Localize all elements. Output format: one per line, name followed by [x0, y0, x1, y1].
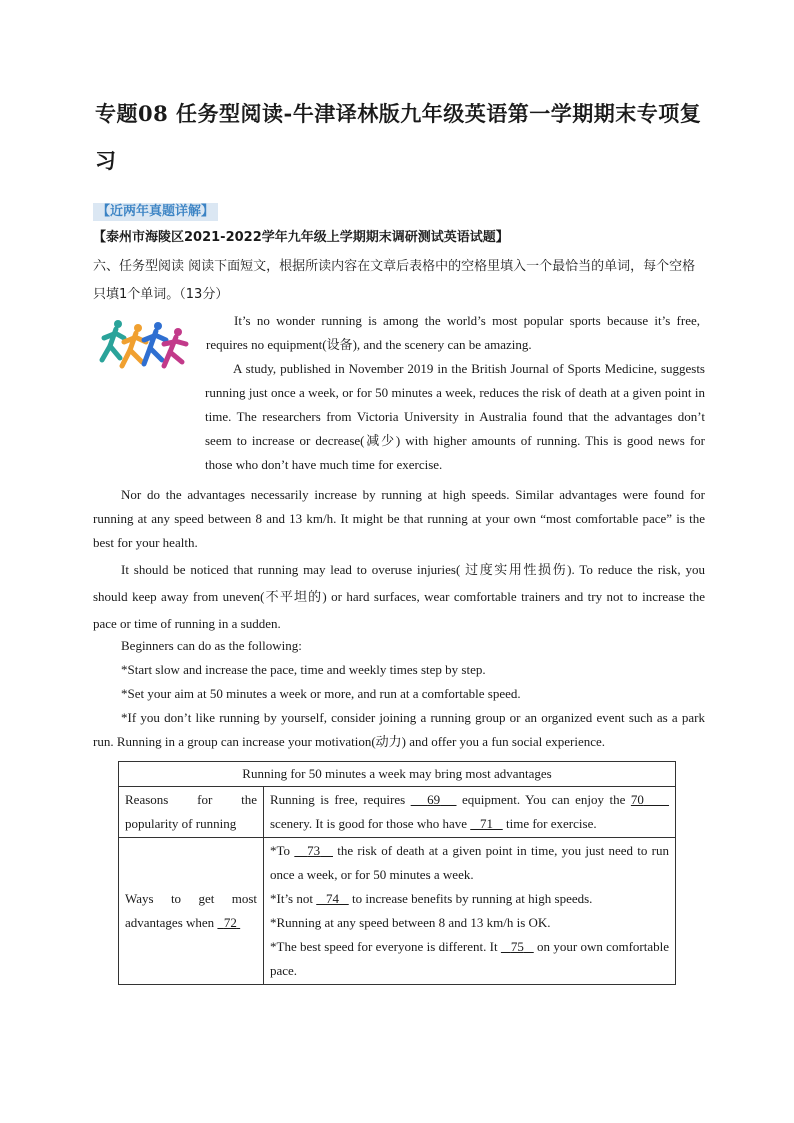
table-header: Running for 50 minutes a week may bring most advantages [119, 762, 676, 787]
row-label-ways: Ways to get most advantages when 72 [119, 838, 264, 985]
ways-line-4: *The best speed for everyone is different. It 75 on your own comfortable pace. [270, 939, 669, 978]
blank-74[interactable]: 74 [325, 891, 339, 906]
instruction-text: 六、任务型阅读 阅读下面短文，根据所读内容在文章后表格中的空格里填入一个最恰当的单词，每个空格只填1个单词。（13分） [93, 259, 696, 302]
ways-line-3: *Running at any speed between 8 and 13 km/h is OK. [270, 915, 551, 930]
passage-paragraph-1: It’s no wonder running is among the world’s most popular sports because it’s free, requires no equipment(设备), and the scenery can be amazing. [206, 313, 700, 352]
answer-table [118, 761, 676, 985]
ways-line-1: *To 73 the risk of death at a given point in time, you just need to run once a week, or for 50 minutes a week. [270, 843, 670, 882]
paragraph-2-text: A study, published in November 2019 in the British Journal of Sports Medicine, suggests running just once a week, or for 50 minutes a week, reduces the risk of death at a given point in time. The researchers from Victoria University in Australia found that the advantages don’t seem to increase or decrease(减少) with higher amounts of running. This is good news for those who don’t have much time for exercise. [205, 361, 705, 472]
ways-line-2: *It’s not 74 to increase benefits by running at high speeds. [270, 891, 593, 906]
blank-69[interactable]: 69 [427, 792, 441, 807]
row-content-reasons: Running is free, requires 69 equipment. You can enjoy the 70 scenery. It is good for those who have 71 time for exercise. [264, 787, 676, 838]
exam-source: 【泰州市海陵区2021-2022学年九年级上学期期末调研测试英语试题】 [93, 230, 509, 245]
section-tag: 【近两年真题详解】 [93, 203, 218, 221]
passage-paragraph-7: *Set your aim at 50 minutes a week or more, and run at a comfortable speed. [121, 686, 521, 701]
passage-paragraph-6: *Start slow and increase the pace, time and weekly times step by step. [121, 662, 486, 677]
blank-73[interactable]: 73 [307, 843, 321, 858]
row-label-reasons: Reasons for the popularity of running [119, 787, 264, 838]
passage-paragraph-2 [93, 357, 705, 477]
passage-paragraph-8: *If you don’t like running by yourself, consider joining a running group or an organized event such as a park run. Running in a group can increase your motivation(动力) and offer you a fun social experience. [93, 710, 705, 749]
blank-75[interactable]: 75 [510, 939, 524, 954]
passage-paragraph-4: It should be noticed that running may lead to overuse injuries( 过度实用性损伤). To reduce the risk, you should keep away from uneven(不平坦的) or hard surfaces, wear comfortable trainers and try not to increase the pace or time of running in a sudden. [93, 562, 705, 631]
passage-paragraph-3: Nor do the advantages necessarily increase by running at high speeds. Similar advantages were found for running at any speed between 8 and 13 km/h. It might be that running at your own “most comfortable pace” is the best for your health. [93, 487, 705, 550]
blank-72[interactable]: 72 [223, 915, 237, 930]
passage-paragraph-5: Beginners can do as the following: [121, 638, 302, 653]
blank-70[interactable]: 70 [630, 792, 644, 807]
blank-71[interactable]: 71 [480, 816, 493, 831]
row-content-ways [264, 838, 676, 985]
table-row [119, 787, 676, 838]
table-row [119, 838, 676, 985]
page-title: 专题08 任务型阅读-牛津译林版九年级英语第一学期期末专项复习 [95, 101, 702, 173]
